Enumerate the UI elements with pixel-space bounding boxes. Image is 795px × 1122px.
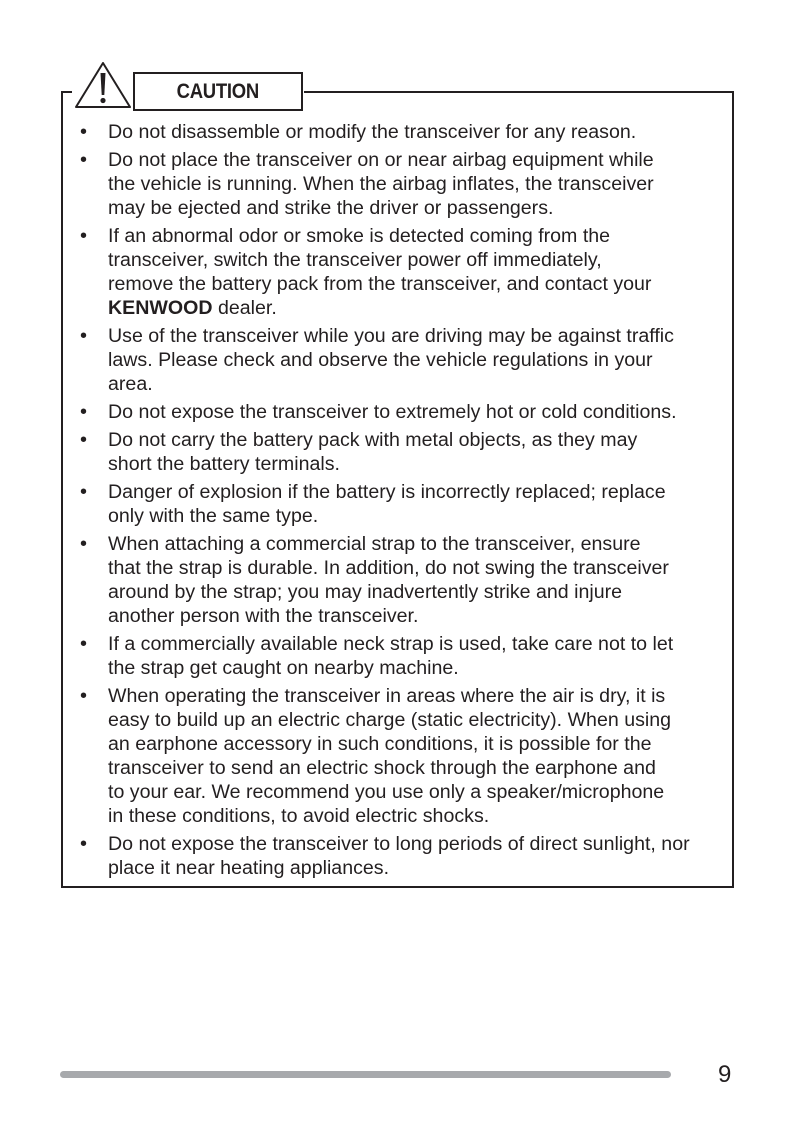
item-text-line: Do not disassemble or modify the transceiver for any reason. xyxy=(108,121,637,143)
footer-rule xyxy=(60,1071,671,1078)
item-text-line: laws. Please check and observe the vehicle regulations in your xyxy=(108,349,653,371)
list-item xyxy=(0,400,795,424)
bullet-icon: • xyxy=(80,533,88,555)
list-item xyxy=(0,120,795,144)
warning-triangle-icon xyxy=(74,61,132,109)
item-text-line: When operating the transceiver in areas where the air is dry, it is xyxy=(108,685,666,707)
item-text-line: transceiver to send an electric shock through the earphone and xyxy=(108,757,656,779)
item-text-line: transceiver, switch the transceiver power off immediately, xyxy=(108,249,602,271)
bullet-icon: • xyxy=(80,833,88,855)
item-text-line: the strap get caught on nearby machine. xyxy=(108,657,459,679)
list-item xyxy=(0,224,795,320)
caution-list xyxy=(0,120,795,884)
list-item xyxy=(0,684,795,828)
bullet-icon: • xyxy=(80,481,88,503)
list-item xyxy=(0,532,795,628)
item-text-line: another person with the transceiver. xyxy=(108,605,419,627)
item-text-line: Do not expose the transceiver to extremely hot or cold conditions. xyxy=(108,401,677,423)
bullet-icon: • xyxy=(80,429,88,451)
brand-name: KENWOOD xyxy=(108,297,213,319)
item-text-line: area. xyxy=(108,373,153,395)
item-text: dealer. xyxy=(212,297,277,319)
item-text-line: Danger of explosion if the battery is incorrectly replaced; replace xyxy=(108,481,666,503)
item-text-line: may be ejected and strike the driver or passengers. xyxy=(108,197,554,219)
item-text-line: in these conditions, to avoid electric shocks. xyxy=(108,805,490,827)
item-text-line: the vehicle is running. When the airbag inflates, the transceiver xyxy=(108,173,654,195)
item-text-line xyxy=(108,296,795,320)
item-text-line: short the battery terminals. xyxy=(108,453,340,475)
item-text-line: When attaching a commercial strap to the transceiver, ensure xyxy=(108,533,641,555)
item-text-line: Do not carry the battery pack with metal objects, as they may xyxy=(108,429,638,451)
item-text-line: to your ear. We recommend you use only a speaker/microphone xyxy=(108,781,665,803)
item-text-line: easy to build up an electric charge (static electricity). When using xyxy=(108,709,672,731)
page-number: 9 xyxy=(718,1061,732,1088)
item-text-line: If an abnormal odor or smoke is detected coming from the xyxy=(108,225,611,247)
item-text-line: Use of the transceiver while you are driving may be against traffic xyxy=(108,325,674,347)
list-item xyxy=(0,632,795,680)
bullet-icon: • xyxy=(80,149,88,171)
bullet-icon: • xyxy=(80,633,88,655)
item-text-line: only with the same type. xyxy=(108,505,319,527)
list-item xyxy=(0,324,795,396)
bullet-icon: • xyxy=(80,685,88,707)
item-text-line: an earphone accessory in such conditions, it is possible for the xyxy=(108,733,652,755)
bullet-icon: • xyxy=(80,325,88,347)
item-text-line: around by the strap; you may inadvertently strike and injure xyxy=(108,581,623,603)
item-text-line: remove the battery pack from the transceiver, and contact your xyxy=(108,273,652,295)
item-text-line: Do not expose the transceiver to long periods of direct sunlight, nor xyxy=(108,833,690,855)
list-item xyxy=(0,832,795,880)
item-text-line: If a commercially available neck strap is used, take care not to let xyxy=(108,633,674,655)
list-item xyxy=(0,148,795,220)
caution-heading: CAUTION xyxy=(133,72,303,111)
bullet-icon: • xyxy=(80,225,88,247)
bullet-icon: • xyxy=(80,401,88,423)
item-text-line: that the strap is durable. In addition, do not swing the transceiver xyxy=(108,557,669,579)
list-item xyxy=(0,428,795,476)
bullet-icon: • xyxy=(80,121,88,143)
item-text-line: place it near heating appliances. xyxy=(108,857,390,879)
item-text-line: Do not place the transceiver on or near airbag equipment while xyxy=(108,149,654,171)
list-item xyxy=(0,480,795,528)
